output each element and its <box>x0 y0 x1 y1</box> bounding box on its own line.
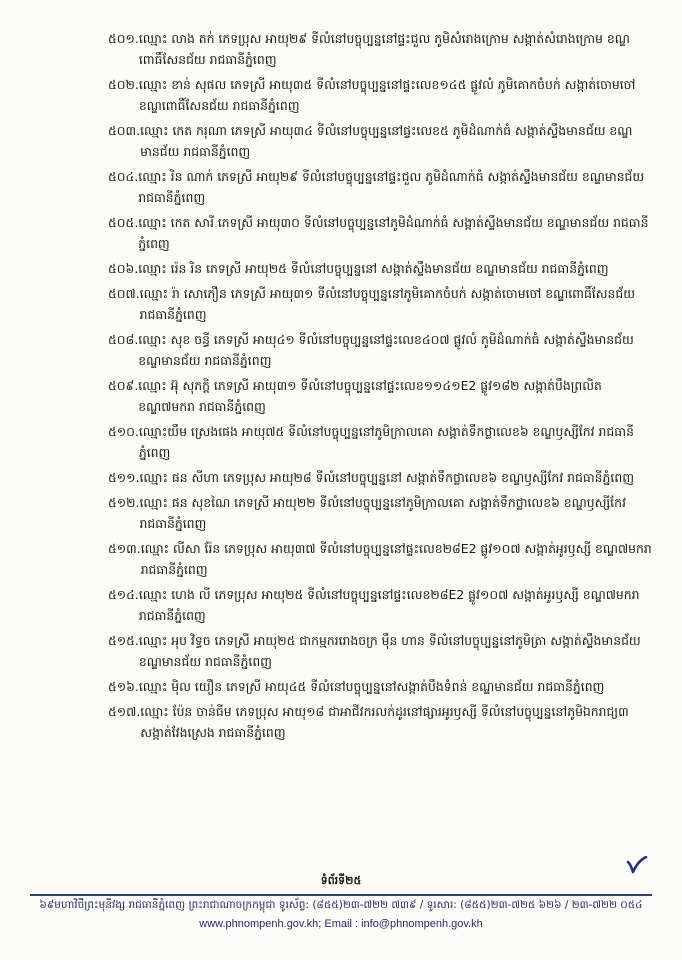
footer-divider <box>30 894 652 896</box>
list-item <box>108 421 653 463</box>
entry-number: ៥០២. <box>108 77 139 92</box>
list-item <box>108 329 653 371</box>
entry-text: ឈ្មោះ ខាន់ សុផល ភេទស្រី អាយុ៣៥ ទីលំនៅបច្ចុប្បន្ននៅផ្ទះលេខ១៤៥ ផ្លូវលំ ភូមិគោកចំបក់ សង្កាត់ចោមចៅ ខណ្ឌពោធិ៍សែនជ័យ រាជធានីភ្នំពេញ <box>138 77 636 113</box>
check-mark-icon <box>626 856 648 874</box>
list-item <box>108 701 653 743</box>
entry-number: ៥០៣. <box>108 123 141 138</box>
entry-number: ៥១៥. <box>108 633 139 648</box>
entry-number: ៥០៩. <box>108 378 139 393</box>
entry-number: ៥១៦. <box>108 679 139 694</box>
list-item <box>108 538 653 580</box>
entry-text: ឈ្មោះ លីសា រ៉ែន ភេទប្រុស អាយុ៣៧ ទីលំនៅបច្ចុប្បន្ននៅផ្ទះលេខ២៨E2 ផ្លូវ១០៧ សង្កាត់អូរឫស្សី ខណ្ឌ៧មករា រាជធានីភ្នំពេញ <box>140 541 652 577</box>
entry-list <box>108 28 653 747</box>
entry-number: ៥១១. <box>108 470 140 485</box>
list-item <box>108 120 653 162</box>
entry-number: ៥០៧. <box>108 286 140 301</box>
entry-number: ៥០៦. <box>108 261 139 276</box>
list-item <box>108 467 653 488</box>
entry-text: ឈ្មោះ ផន សីហា ភេទប្រុស អាយុ២៨ ទីលំនៅបច្ចុប្បន្ននៅ សង្កាត់ទឹកថ្លាលេខ៦ ខណ្ឌឫស្សីកែវ រាជធានីភ្នំពេញ <box>139 470 634 485</box>
entry-text: ឈ្មោះ ហេង លី ភេទប្រុស អាយុ២៥ ទីលំនៅបច្ចុប្បន្ននៅផ្ទះលេខ២៨E2 ផ្លូវ១០៧ សង្កាត់អូរឫស្សី ខណ្ឌ៧មករា រាជធានីភ្នំពេញ <box>138 587 640 623</box>
entry-text: ឈ្មោះ អ៊ុ សុភក្តិ ភេទស្រី អាយុ៣១ ទីលំនៅបច្ចុប្បន្ននៅផ្ទះលេខ១១៤១E2 ផ្លូវ១៨២ សង្កាត់បឹងព្រលិត ខណ្ឌ៧មករា រាជធានីភ្នំពេញ <box>138 378 602 414</box>
list-item <box>108 584 653 626</box>
entry-text: ឈ្មោះ រិន ណាក់ ភេទស្រី អាយុ២៩ ទីលំនៅបច្ចុប្បន្ននៅផ្ទះជួល ភូមិដំណាក់ធំ សង្កាត់ស្ទឹងមានជ័យ ខណ្ឌមានជ័យ រាជធានីភ្នំពេញ <box>138 169 645 205</box>
entry-text: ឈ្មោះ កេត សារី ភេទស្រី អាយុ៣០ ទីលំនៅបច្ចុប្បន្ននៅភូមិដំណាក់ធំ សង្កាត់ស្ទឹងមានជ័យ ខណ្ឌមានជ័យ រាជធានីភ្នំពេញ <box>138 215 649 251</box>
list-item <box>108 212 653 254</box>
entry-text: ឈ្មោះ ប៉ែន ចាន់ធីម ភេទប្រុស អាយុ១៨ ជាអាជីវករលក់ដូរនៅផ្សារអូរឫស្សី ទីលំនៅបច្ចុប្បន្ននៅភូមិឯករាជ្យ៣ សង្កាត់វែងស្រេង រាជធានីភ្នំពេញ <box>140 704 629 740</box>
entry-text: ឈ្មោះ ផន សុខណៃ ភេទស្រី អាយុ២២ ទីលំនៅបច្ចុប្បន្ននៅភូមិក្រាលគោ សង្កាត់ទឹកថ្លាលេខ៦ ខណ្ឌឫស្សីកែវ រាជធានីភ្នំពេញ <box>139 495 626 531</box>
entry-number: ៥០៥. <box>108 215 139 230</box>
footer-contact: www.phnompenh.gov.kh; Email : info@phnompenh.gov.kh <box>199 918 483 930</box>
entry-text: ឈ្មោះ រ៉ា សោភឿន ភេទស្រី អាយុ៣១ ទីលំនៅបច្ចុប្បន្ននៅភូមិគោកចំបក់ សង្កាត់ចោមចៅ ខណ្ឌពោធិ៍សែនជ័យ រាជធានីភ្នំពេញ <box>139 286 636 322</box>
entry-text: ឈ្មោះ អុប វិទ្ធច ភេទស្រី អាយុ២៥ ជាកម្មកររោងចក្រ ម៉ឺន ហាន ទីលំនៅបច្ចុប្បន្ននៅភូមិត្រា សង្កាត់ស្ទឹងមានជ័យ ខណ្ឌមានជ័យ រាជធានីភ្នំពេញ <box>138 633 641 669</box>
list-item <box>108 258 653 279</box>
entry-number: ៥០១. <box>108 31 139 46</box>
entry-number: ៥១៤. <box>108 587 139 602</box>
entry-text: ឈ្មោះ សុខ ចន្ធី ភេទស្រី អាយុ៤១ ទីលំនៅបច្ចុប្បន្ននៅផ្ទះលេខ៤០៧ ផ្លូវលំ ភូមិដំណាក់ធំ សង្កាត់ស្ទឹងមានជ័យ ខណ្ឌមានជ័យ រាជធានីភ្នំពេញ <box>138 332 634 368</box>
list-item <box>108 375 653 417</box>
list-item <box>108 492 653 534</box>
entry-text: ឈ្មោះ កេត ករុណា ភេទស្រី អាយុ៣៤ ទីលំនៅបច្ចុប្បន្ននៅផ្ទះលេខ៥ ភូមិដំណាក់ធំ សង្កាត់ស្ទឹងមានជ័យ ខណ្ឌមានជ័យ រាជធានីភ្នំពេញ <box>140 123 633 159</box>
entry-text: ឈ្មោះ រ៉េន រិន ភេទស្រី អាយុ២៥ ទីលំនៅបច្ចុប្បន្ននៅ សង្កាត់ស្ទឹងមានជ័យ ខណ្ឌមានជ័យ រាជធានីភ្នំពេញ <box>138 261 609 276</box>
entry-number: ៥១០. <box>108 424 139 439</box>
entry-number: ៥១២. <box>108 495 140 510</box>
list-item <box>108 166 653 208</box>
page-number: ទំព័រទី២៥ <box>320 874 362 887</box>
list-item <box>108 283 653 325</box>
entry-number: ៥១៧. <box>108 704 141 719</box>
footer-address: ៦៩មហាវិថីព្រះមុនីវង្ស រាជធានីភ្នំពេញ ព្រះរាជាណាចក្រកម្ពុជា ទូរស័ព្ទ: (៨៥៥)២៣-៧២២ ៧៣៩ / ទូរសារ: (៨៥៥)២៣-៧២៥ ៦២៦ / ២៣-៧២២ ០៥៤ <box>39 899 643 911</box>
list-item <box>108 74 653 116</box>
entry-text: ឈ្មោះយឹម ស្រេងផេង អាយុ៧៥ ទីលំនៅបច្ចុប្បន្ននៅភូមិក្រាលគោ សង្កាត់ទឹកថ្លាលេខ៦ ខណ្ឌឫស្សីកែវ រាជធានីភ្នំពេញ <box>138 424 634 460</box>
entry-text: ឈ្មោះ ម៉ិល យឿន ភេទស្រី អាយុ៤៥ ទីលំនៅបច្ចុប្បន្ននៅសង្កាត់បឹងទំពន់ ខណ្ឌមានជ័យ រាជធានីភ្នំពេញ <box>138 679 605 694</box>
entry-number: ៥០៤. <box>108 169 139 184</box>
entry-text: ឈ្មោះ លាង តក់ ភេទប្រុស អាយុ២៩ ទីលំនៅបច្ចុប្បន្ននៅផ្ទះជួល ភូមិសំរោងក្រោម សង្កាត់សំរោងក្រោម ខណ្ឌពោធិ៍សែនជ័យ រាជធានីភ្នំពេញ <box>138 31 630 67</box>
entry-number: ៥១៣. <box>108 541 141 556</box>
list-item <box>108 28 653 70</box>
list-item <box>108 630 653 672</box>
entry-number: ៥០៨. <box>108 332 139 347</box>
list-item <box>108 676 653 697</box>
